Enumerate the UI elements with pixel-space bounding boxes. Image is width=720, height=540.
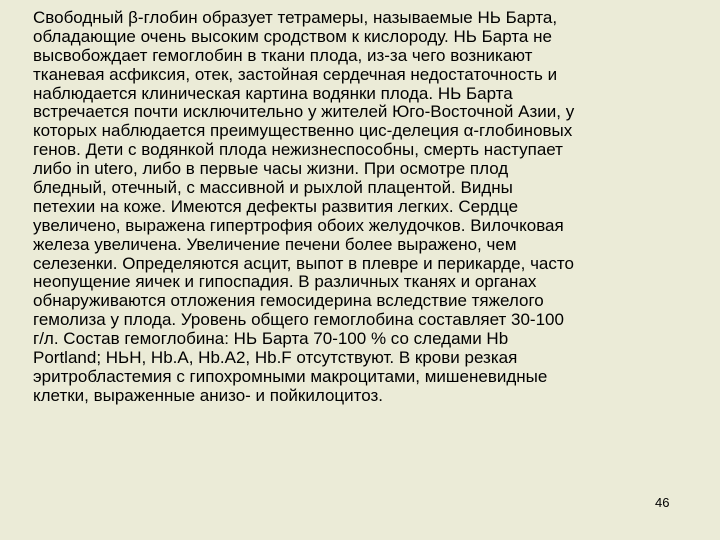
- text-line: селезенки. Определяются асцит, выпот в плевре и перикарде, часто: [33, 253, 574, 273]
- text-line: железа увеличена. Увеличение печени более выражено, чем: [33, 234, 517, 254]
- text-line: тканевая асфиксия, отек, застойная сердечная недостаточность и: [33, 64, 558, 84]
- text-line: наблюдается клиническая картина водянки плода. НЬ Барта: [33, 83, 513, 103]
- text-line: г/л. Состав гемоглобина: НЬ Барта 70-100 % со следами Hb: [33, 329, 509, 349]
- text-line: обнаруживаются отложения гемосидерина вследствие тяжелого: [33, 291, 544, 311]
- text-line: генов. Дети с водянкой плода нежизнеспособны, смерть наступает: [33, 140, 563, 160]
- text-line: увеличено, выражена гипертрофия обоих желудочков. Вилочковая: [33, 215, 564, 235]
- body-text: [33, 9, 705, 406]
- text-line: обладающие очень высоким сродством к кислороду. НЬ Барта не: [33, 26, 552, 46]
- text-line: Portland; НЬН, Hb.A, Hb.A2, Hb.F отсутствуют. В крови резкая: [33, 348, 518, 368]
- text-line: встречается почти исключительно у жителей Юго-Восточной Азии, у: [33, 102, 575, 122]
- text-line: либо in utero, либо в первые часы жизни. При осмотре плод: [33, 159, 509, 179]
- text-line: высвобождает гемоглобин в ткани плода, из-за чего возникают: [33, 45, 533, 65]
- text-line: гемолиза у плода. Уровень общего гемоглобина составляет 30-100: [33, 310, 564, 330]
- text-line: эритробластемия с гипохромными макроцитами, мишеневидные: [33, 366, 548, 386]
- page-number: 46: [655, 495, 670, 510]
- text-line: которых наблюдается преимущественно цис-делеция α-глобиновых: [33, 121, 573, 141]
- text-line: Свободный β-глобин образует тетрамеры, называемые НЬ Барта,: [33, 8, 558, 27]
- text-line: петехии на коже. Имеются дефекты развития легких. Сердце: [33, 196, 519, 216]
- text-line: неопущение яичек и гипоспадия. В различных тканях и органах: [33, 272, 537, 292]
- text-line: бледный, отечный, с массивной и рыхлой плацентой. Видны: [33, 178, 513, 198]
- text-line: клетки, выраженные анизо- и пойкилоцитоз.: [33, 385, 384, 405]
